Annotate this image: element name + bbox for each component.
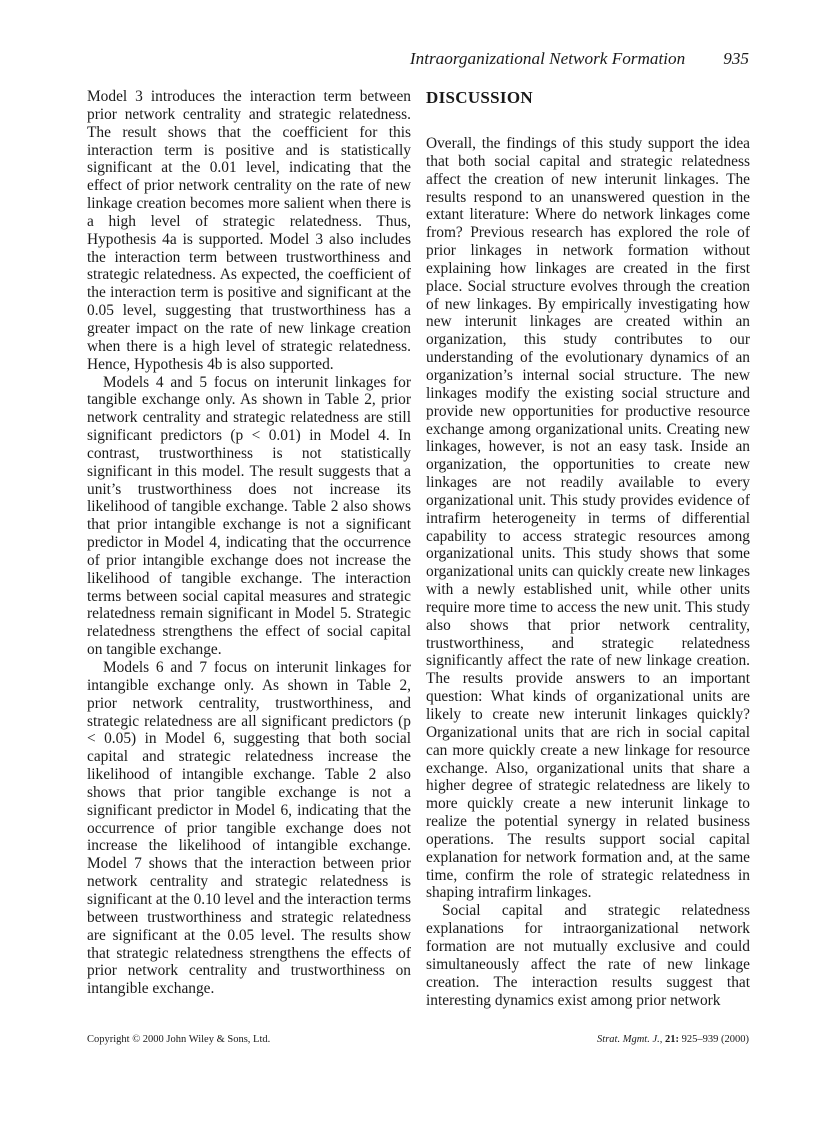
right-paragraph-2: Social capital and strategic relatedness explanations for intraorganizational network formation are not mutually exclusive and could simultaneously affect the rate of new linkage creation. The interaction results suggest that interesting dynamics exist among prior network <box>426 902 750 1009</box>
journal-name: Strat. Mgmt. J., <box>597 1034 663 1045</box>
page-number: 935 <box>723 49 749 68</box>
left-paragraph-1: Model 3 introduces the interaction term between prior network centrality and strategic relatedness. The result shows that the coefficient for this interaction term is positive and is statistically significant at the 0.01 level, indicating that the effect of prior network centrality on the rate of new linkage creation becomes more salient when there is a high level of strategic relatedness. Thus, Hypothesis 4a is supported. Model 3 also includes the interaction term between trustworthiness and strategic relatedness. As expected, the coefficient of the interaction term is positive and significant at the 0.05 level, suggesting that trustworthiness has a greater impact on the rate of new linkage creation when there is a high level of strategic relatedness. Hence, Hypothesis 4b is also supported. <box>87 88 411 373</box>
journal-citation <box>597 1034 749 1045</box>
running-title: Intraorganizational Network Formation <box>409 49 686 68</box>
left-column <box>87 88 411 998</box>
journal-pages-year: 925–939 (2000) <box>681 1034 749 1045</box>
running-head <box>410 49 749 69</box>
journal-volume: 21: <box>665 1034 679 1045</box>
left-paragraph-3: Models 6 and 7 focus on interunit linkages for intangible exchange only. As shown in Table 2, prior network centrality, trustworthiness, and strategic relatedness are all significant predictors (p < 0.05) in Model 6, suggesting that both social capital and strategic relatedness increase the likelihood of intangible exchange. Table 2 also shows that prior tangible exchange is not a significant predictor in Model 6, indicating that the occurrence of prior tangible exchange does not increase the likelihood of intangible exchange. Model 7 shows that the interaction between prior network centrality and strategic relatedness is significant at the 0.10 level and the interaction terms between trustworthiness and strategic relatedness are significant at the 0.05 level. The results show that strategic relatedness strengthens the effects of prior network centrality and trustworthiness on intangible exchange. <box>87 659 411 998</box>
copyright-notice: Copyright © 2000 John Wiley & Sons, Ltd. <box>87 1034 271 1045</box>
section-heading-discussion: DISCUSSION <box>426 88 533 107</box>
right-paragraph-1: Overall, the findings of this study support the idea that both social capital and strategic relatedness affect the creation of new interunit linkages. The results respond to an unanswered question in the extant literature: Where do network linkages come from? Previous research has explored the role of prior linkages in network formation without explaining how linkages are created in the first place. Social structure evolves through the creation of new linkages. By empirically investigating how new interunit linkages are created within an organization, this study contributes to our understanding of the evolutionary dynamics of an organization’s internal social structure. The new linkages modify the existing social structure and provide new opportunities for productive resource exchange among organizational units. Creating new linkages, however, is not an easy task. Inside an organization, the opportunities to create new linkages are not readily available to every organizational unit. This study provides evidence of intrafirm heterogeneity in terms of differential capability to access strategic resources among organizational units. This study shows that some organizational units can quickly create new linkages with a newly established unit, while other units require more time to access the new unit. This study also shows that prior network centrality, trustworthiness, and strategic relatedness significantly affect the rate of new linkage creation. The results provide answers to an important question: What kinds of organizational units are likely to create new interunit linkages quickly? Organizational units that are rich in social capital can more quickly create a new linkage for resource exchange. Also, organizational units that share a higher degree of strategic relatedness are likely to more quickly create a new interunit linkage to realize the potential synergy in related business operations. The results support social capital explanation for network formation and, at the same time, confirm the role of strategic relatedness in shaping intrafirm linkages. <box>426 135 750 902</box>
left-paragraph-2: Models 4 and 5 focus on interunit linkages for tangible exchange only. As shown in Table 2, prior network centrality and strategic relatedness are still significant predictors (p < 0.01) in Model 4. In contrast, trustworthiness is not statistically significant in this model. The result suggests that a unit’s trustworthiness does not increase its likelihood of tangible exchange. Table 2 also shows that prior intangible exchange is not a significant predictor in Model 4, indicating that the occurrence of prior intangible exchange does not increase the likelihood of tangible exchange. The interaction terms between social capital measures and strategic relatedness remain significant in Model 5. Strategic relatedness strengthens the effect of social capital on tangible exchange. <box>87 373 411 659</box>
right-column <box>426 88 750 1009</box>
